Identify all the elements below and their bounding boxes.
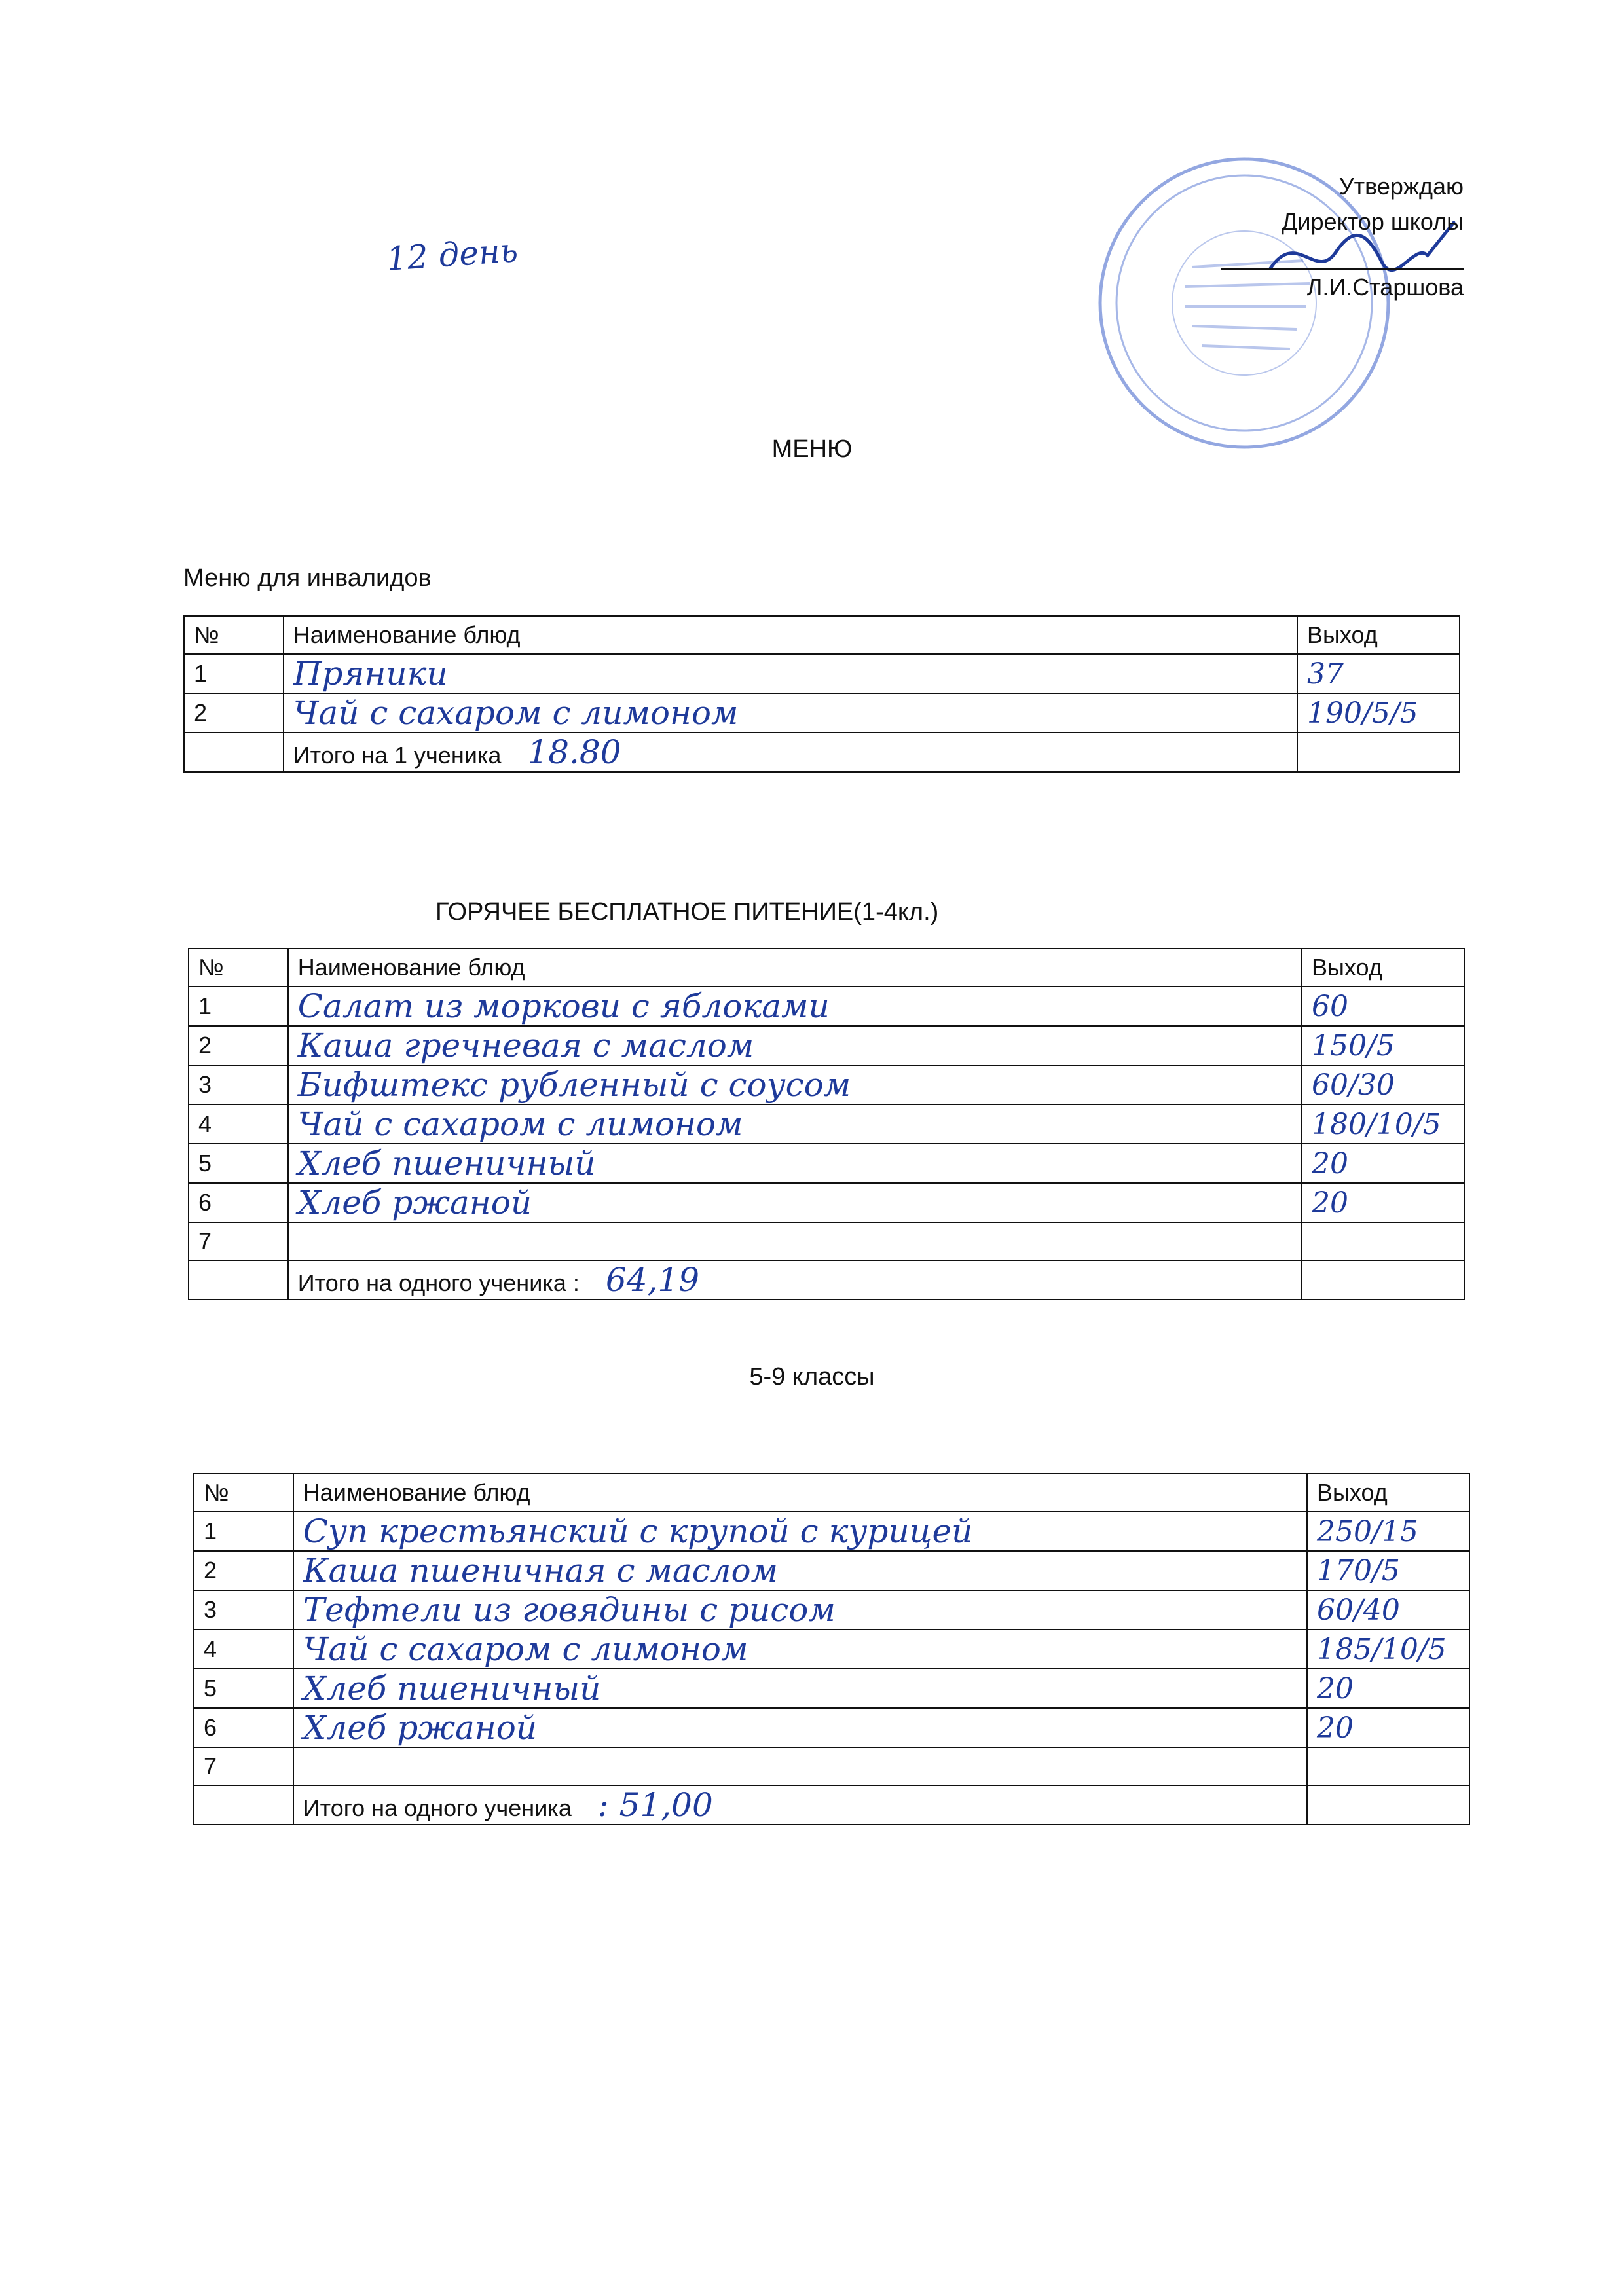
row-num: 2 bbox=[189, 1026, 288, 1065]
row-output: 20 bbox=[1317, 1671, 1354, 1705]
row-num: 2 bbox=[194, 1551, 293, 1590]
row-dish: Хлеб пшеничный bbox=[303, 1669, 601, 1707]
approval-block bbox=[1123, 169, 1464, 305]
total-label: Итого на одного ученика bbox=[303, 1795, 572, 1821]
header-output: Выход bbox=[1302, 949, 1464, 987]
row-output: 170/5 bbox=[1317, 1554, 1400, 1588]
menu-title: МЕНЮ bbox=[771, 435, 853, 463]
table-row bbox=[184, 654, 1460, 693]
row-output: 185/10/5 bbox=[1317, 1632, 1447, 1666]
row-dish: Хлеб пшеничный bbox=[297, 1144, 596, 1182]
row-output: 150/5 bbox=[1312, 1029, 1395, 1063]
row-dish: Салат из моркови с яблоками bbox=[297, 987, 830, 1025]
row-output: 190/5/5 bbox=[1307, 696, 1418, 730]
row-output: 60 bbox=[1312, 989, 1349, 1023]
header-num: № bbox=[194, 1474, 293, 1512]
header-output: Выход bbox=[1297, 616, 1460, 654]
section3-table bbox=[193, 1473, 1470, 1825]
approval-line-2: Директор школы bbox=[1282, 208, 1464, 235]
row-output: 60/40 bbox=[1317, 1593, 1400, 1627]
table-row bbox=[194, 1747, 1469, 1785]
table-row bbox=[194, 1630, 1469, 1669]
header-name: Наименование блюд bbox=[284, 616, 1297, 654]
row-dish: Чай с сахаром с лимоном bbox=[293, 694, 739, 732]
row-dish: Хлеб ржаной bbox=[297, 1184, 532, 1222]
row-output: 180/10/5 bbox=[1312, 1107, 1441, 1141]
header-name: Наименование блюд bbox=[293, 1474, 1307, 1512]
table-row bbox=[184, 693, 1460, 733]
row-num: 7 bbox=[189, 1222, 288, 1260]
row-num: 1 bbox=[194, 1512, 293, 1551]
table-header-row bbox=[184, 616, 1460, 654]
row-dish: Чай с сахаром с лимоном bbox=[303, 1630, 748, 1668]
row-num: 3 bbox=[189, 1065, 288, 1104]
table-row bbox=[194, 1669, 1469, 1708]
row-num: 6 bbox=[189, 1183, 288, 1222]
table-row bbox=[189, 1026, 1464, 1065]
table-row bbox=[194, 1512, 1469, 1551]
row-num: 1 bbox=[184, 654, 284, 693]
row-num: 4 bbox=[194, 1630, 293, 1669]
row-dish: Каша пшеничная с маслом bbox=[303, 1552, 779, 1590]
table-row bbox=[189, 1104, 1464, 1144]
row-output: 20 bbox=[1312, 1186, 1349, 1220]
signature-line bbox=[1221, 268, 1464, 270]
section1-table bbox=[183, 615, 1460, 773]
row-dish: Суп крестьянский с крупой с курицей bbox=[303, 1512, 973, 1550]
row-output: 20 bbox=[1317, 1711, 1354, 1745]
row-dish: Хлеб ржаной bbox=[303, 1709, 538, 1747]
header-output: Выход bbox=[1307, 1474, 1469, 1512]
table-header-row bbox=[194, 1474, 1469, 1512]
section3-title: 5-9 классы bbox=[749, 1363, 875, 1391]
row-output: 37 bbox=[1307, 657, 1344, 691]
total-label: Итого на одного ученика : bbox=[297, 1269, 580, 1296]
total-value: 64,19 bbox=[605, 1261, 700, 1299]
total-value: : 51,00 bbox=[597, 1786, 713, 1824]
row-output: 60/30 bbox=[1312, 1068, 1395, 1102]
section2-title: ГОРЯЧЕЕ БЕСПЛАТНОЕ ПИТЕНИЕ(1-4кл.) bbox=[435, 898, 939, 926]
total-label: Итого на 1 ученика bbox=[293, 742, 502, 769]
table-header-row bbox=[189, 949, 1464, 987]
director-name: Л.И.Старшова bbox=[1306, 274, 1464, 301]
row-num: 2 bbox=[184, 693, 284, 733]
total-value: 18.80 bbox=[527, 733, 621, 771]
header-num: № bbox=[184, 616, 284, 654]
table-row bbox=[194, 1551, 1469, 1590]
row-dish: Чай с сахаром с лимоном bbox=[297, 1105, 743, 1143]
table-row bbox=[189, 1222, 1464, 1260]
row-num: 1 bbox=[189, 987, 288, 1026]
table-row bbox=[194, 1708, 1469, 1747]
total-row bbox=[189, 1260, 1464, 1300]
row-num: 4 bbox=[189, 1104, 288, 1144]
row-num: 6 bbox=[194, 1708, 293, 1747]
total-row bbox=[184, 733, 1460, 772]
day-note: 12 день bbox=[385, 231, 519, 278]
table-row bbox=[189, 1183, 1464, 1222]
row-num: 5 bbox=[189, 1144, 288, 1183]
row-dish: Пряники bbox=[293, 655, 448, 693]
row-output: 20 bbox=[1312, 1146, 1349, 1180]
total-row bbox=[194, 1785, 1469, 1825]
row-dish: Тефтели из говядины с рисом bbox=[303, 1591, 836, 1629]
row-num: 5 bbox=[194, 1669, 293, 1708]
row-num: 3 bbox=[194, 1590, 293, 1630]
header-num: № bbox=[189, 949, 288, 987]
row-dish: Бифштекс рубленный с соусом bbox=[297, 1066, 851, 1104]
table-row bbox=[189, 987, 1464, 1026]
section2-table bbox=[188, 948, 1465, 1300]
table-row bbox=[194, 1590, 1469, 1630]
section1-title: Меню для инвалидов bbox=[183, 564, 432, 592]
table-row bbox=[189, 1144, 1464, 1183]
row-num: 7 bbox=[194, 1747, 293, 1785]
table-row bbox=[189, 1065, 1464, 1104]
row-dish: Каша гречневая с маслом bbox=[297, 1027, 754, 1065]
header-name: Наименование блюд bbox=[288, 949, 1302, 987]
row-output: 250/15 bbox=[1317, 1514, 1418, 1548]
approval-line-1: Утверждаю bbox=[1338, 173, 1464, 200]
